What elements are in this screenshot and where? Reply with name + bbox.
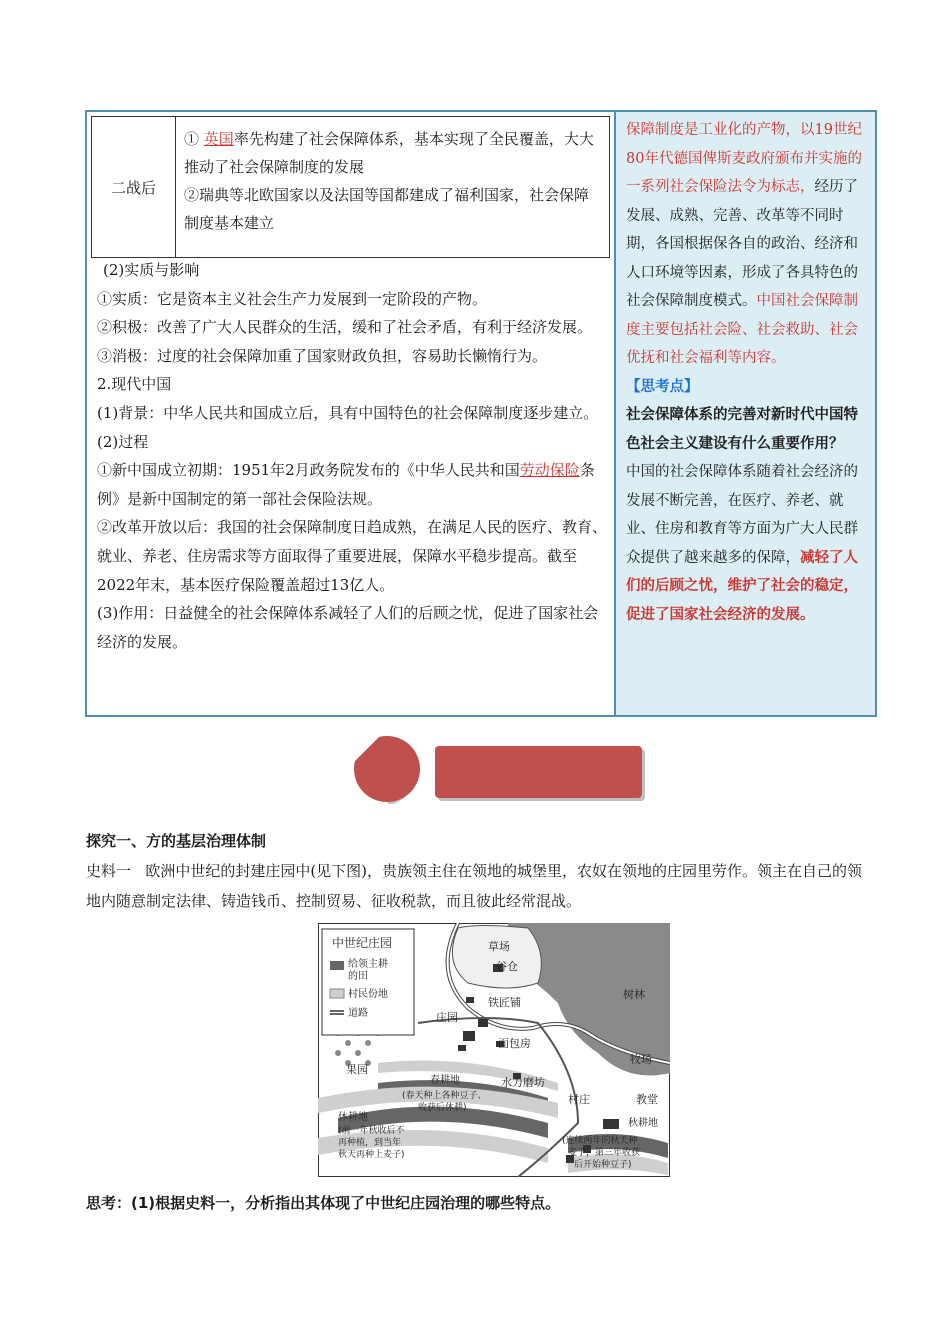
background-line: (1)背景：中华人民共和国成立后，具有中国特色的社会保障制度逐步建立。 [97,403,599,422]
table-item-2 [184,181,604,237]
answer-red-text: 减轻了人们的后顾之忧，维护了社会的稳定，促进了国家社会经济的发展。 [626,549,858,623]
label-fallow-note-2: 再种植，到当年 [338,1138,402,1148]
main-notes-column [87,112,614,715]
side-notes-column [616,112,875,715]
label-spring-note-2: 收获后休耕) [418,1103,467,1113]
label-barn: 谷仓 [496,960,518,973]
subheading: (2)实质与影响 [103,261,200,279]
question-text: 思考：(1)根据史料一，分析指出其体现了中世纪庄园治理的哪些特点。 [86,1194,561,1212]
label-manor: 庄园 [436,1011,458,1024]
table-row-content [184,125,604,237]
section-banner [347,734,647,804]
negative-line: ③消极：过度的社会保障加重了国家财政负担，容易助长懒惰行为。 [97,346,548,365]
notes-box [85,110,877,717]
material-label: 史料一 [86,862,132,880]
material-paragraph [86,856,868,916]
label-fallow-note-1: (前一年秋收后不 [338,1126,405,1136]
label-pasture: 牧场 [630,1053,652,1066]
legend-village: 村民份地 [348,989,388,1000]
item-number: ② [184,186,200,204]
label-autumn-note-3: 后开始种豆子) [574,1160,632,1170]
label-meadow: 草场 [488,940,510,953]
item-text: 瑞典等北欧国家以及法国等国都建成了福利国家，社会保障制度基本建立 [184,186,590,232]
legend-road: 道路 [348,1008,368,1019]
britain-link[interactable]: 英国 [203,130,234,148]
side-text: 经历了发展、成熟、完善、改革等不同时期，各国根据保各自的政治、经济和人口环境等因素，形成了各具特色的社会保障制度模式。 [626,179,858,309]
side-para [626,116,869,373]
label-spring-note-1: (春天种上各种豆子、 [402,1091,487,1101]
label-autumn-note-2: 麦子，第三年收获 [568,1148,641,1158]
process-line-1 [97,456,609,513]
side-red-text: 保障制度是工业化的产物，以19世纪80年代德国俾斯麦政府颁布并实施的一系列社会保险法令为标志， [626,122,862,195]
label-fallow: 休耕地 [338,1112,368,1123]
section-title [86,826,868,856]
label-orchard: 果园 [346,1063,368,1076]
item-number: ① [184,130,200,148]
manor-map [318,923,670,1177]
legend-lord-line-2: 的田 [348,971,368,982]
item-text: 率先构建了社会保障体系，基本实现了全民覆盖，大大推动了社会保障制度的发展 [184,130,594,176]
section-heading: 探究一、方的基层治理体制 [86,832,267,850]
section-heading: 2.现代中国 [97,375,172,394]
labor-insurance-link[interactable]: 劳动保险 [519,461,580,480]
think-question: 社会保障体系的完善对新时代中国特色社会主义建设有什么重要作用？ [626,407,858,452]
legend-title: 中世纪庄园 [332,936,393,950]
label-village: 村庄 [568,1093,590,1106]
legend-lord-line-1: 给领主耕 [348,959,388,970]
label-bakery: 面包房 [498,1037,531,1050]
table-row-label: 二战后 [92,117,176,257]
label-forest: 树林 [623,988,645,1001]
material-text: 欧洲中世纪的封建庄园中(见下图)，贵族领主住在领地的城堡里，农奴在领地的庄园里劳作。领主在自己的领地内随意制定法律、铸造钱币、控制贸易、征收税款，而且彼此经常混战。 [86,862,863,910]
banner-bar [435,746,642,798]
essence-line: ①实质：它是资本主义社会生产力发展到一定阶段的产物。 [97,289,488,308]
label-autumn-field: 秋耕地 [628,1118,658,1129]
think-answer [626,458,869,629]
label-autumn-note-1: (连续两年的秋天种 [562,1136,638,1146]
effect-line: (3)作用：日益健全的社会保障体系减轻了人们的后顾之忧，促进了国家社会经济的发展。 [97,604,599,651]
table-item-1 [184,125,604,181]
process-heading: (2)过程 [97,432,149,451]
label-church: 教堂 [636,1093,658,1106]
process-text: 条例》是新中国制定的第一部社会保险法规。 [97,461,595,508]
answer-text: 中国的社会保障体系随着社会经济的发展不断完善，在医疗、养老、就业、住房和教育等方面为广大人民群众提供了越来越多的保障， [626,464,858,566]
label-fallow-note-3: 秋天再种上麦子) [338,1150,405,1160]
side-red-text: 中国社会保障制度主要包括社会险、社会救助、社会优抚和社会福利等内容。 [626,293,858,366]
history-table [91,116,610,258]
question-line [86,1188,868,1218]
label-mill: 水力磨坊 [501,1076,545,1089]
notes-text [97,256,609,656]
label-spring-field: 春耕地 [430,1075,460,1086]
process-line-2: ②改革开放以后：我国的社会保障制度日趋成熟，在满足人民的医疗、教育、就业、养老、住房需求等方面取得了重要进展，保障水平稳步提高。截至2022年末，基本医疗保险覆盖超过13亿人。 [97,518,608,594]
think-label: 【思考点】 [626,378,699,395]
process-text: ①新中国成立初期：1951年2月政务院发布的《中华人民共和国 [97,461,520,480]
positive-line: ②积极：改善了广大人民群众的生活，缓和了社会矛盾，有利于经济发展。 [97,318,593,337]
label-smithy: 铁匠铺 [488,996,521,1009]
